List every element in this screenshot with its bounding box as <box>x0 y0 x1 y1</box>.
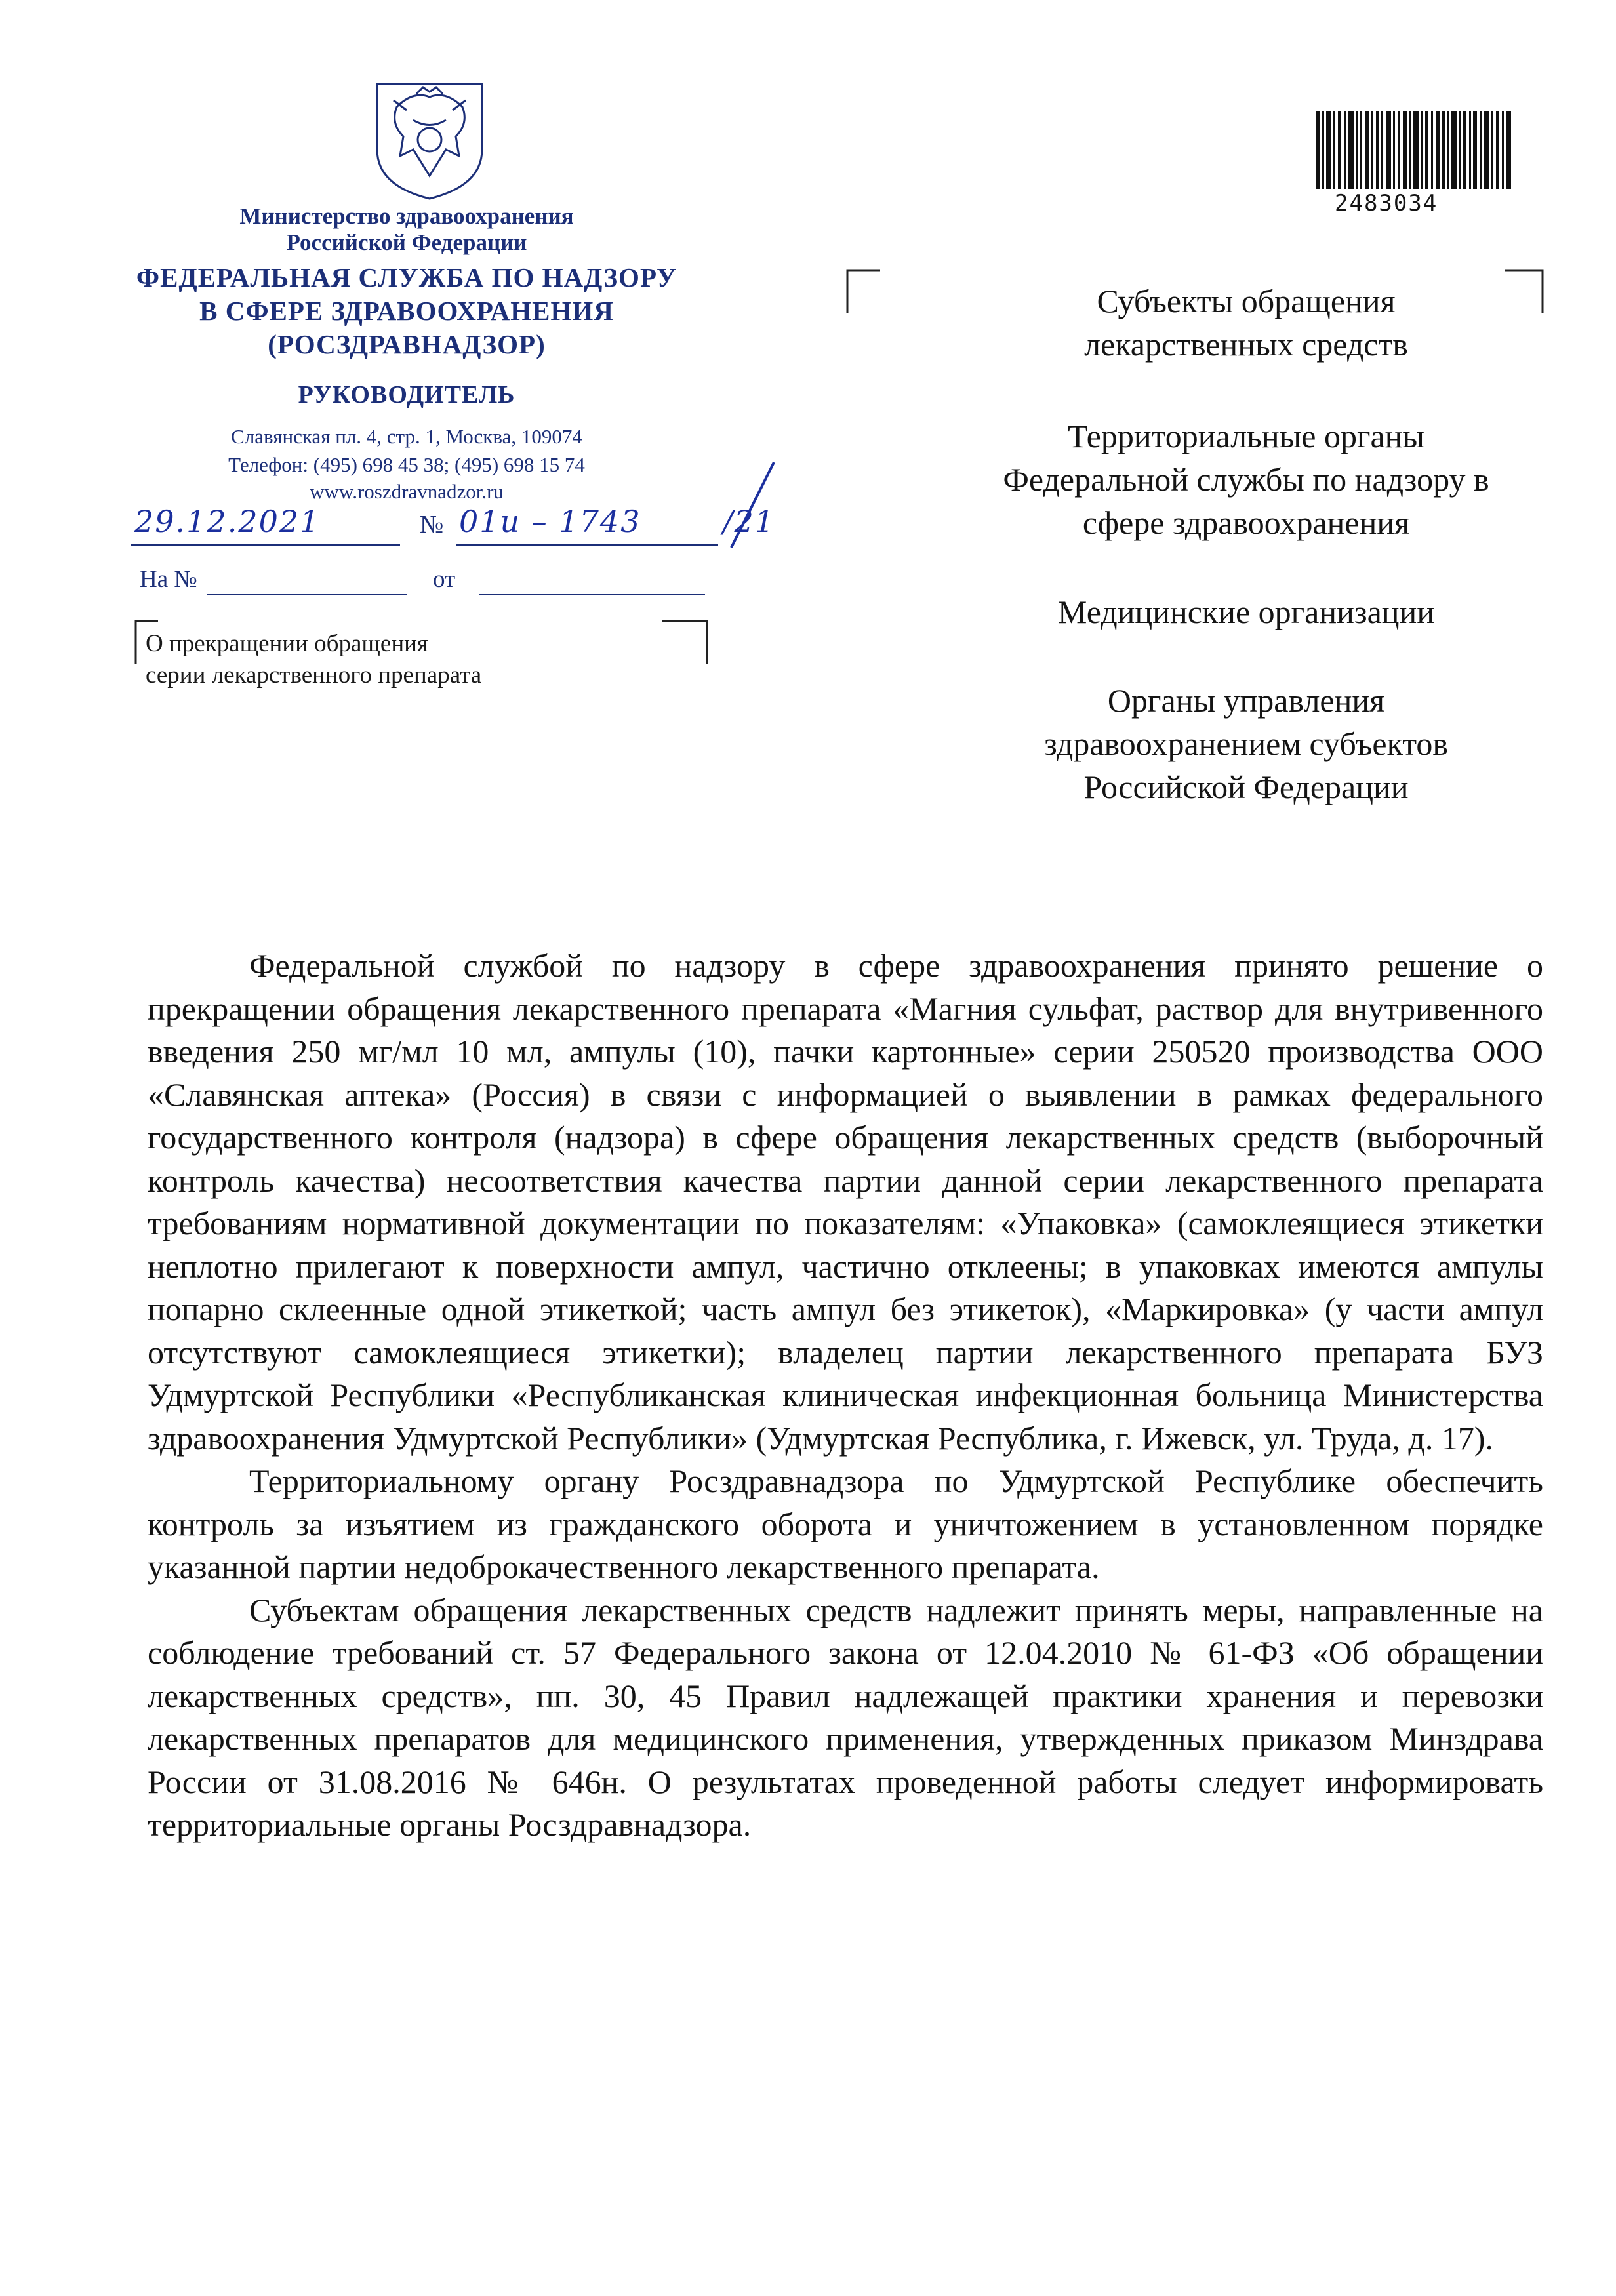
paragraph-subjects: Субъектам обращения лекарственных средств надлежит принять меры, направленные на соблюдение требований ст. 57 Федерального закона от 12.04.2010 № 61-ФЗ «Об обращении лекарственных средств», пп. 30, 45 Правил надлежащей практики хранения и перевозки лекарственных препаратов для медицинского применения, утвержденных приказом Минздрава России от 31.08.2016 № 646н. О результатах проведенной работы следует информировать территориальные органы Росздравнадзора. <box>148 1591 1543 1843</box>
barcode-number: 2483034 <box>1335 190 1438 216</box>
in-reply-label: На № <box>140 566 197 593</box>
registration-suffix: /21 <box>723 504 776 539</box>
recipient-2: Территориальные органы Федеральной службы по надзору в сфере здравоохранения <box>1003 418 1489 541</box>
recipient-4: Органы управления здравоохранением субъектов Российской Федерации <box>1043 682 1449 805</box>
subject: О прекращении обращения серии лекарственного препарата <box>146 630 482 689</box>
position-title: РУКОВОДИТЕЛЬ <box>298 381 515 409</box>
paragraph-decision: Федеральной службой по надзору в сфере здравоохранения принято решение о прекращении обращения лекарственного препарата «Магния сульфат, раствор для внутривенного введения 250 мг/мл 10 мл, ампулы (10), пачки картонные» серии 250520 производства ООО «Славянская аптека» (Россия) в связи с информацией о выявлении в рамках федерального государственного контроля (надзора) в сфере обращения лекарственных средств (выборочный контроль качества) несоответствия качества партии данной серии лекарственного препарата требованиям нормативной документации по показателям: «Упаковка» (самоклеящиеся этикетки неплотно прилегают к поверхности ампул, частично отклеены; в упаковках имеются ампулы попарно склеенные одной этикеткой; часть ампул без этикеток), «Маркировка» (у части ампул отсутствуют самоклеящиеся этикетки); владелец партии лекарственного препарата БУЗ Удмуртской Республики «Республиканская клиническая инфекционная больница Министерства здравоохранения Удмуртской Республики» (Удмуртская Республика, г. Ижевск, ул. Труда, д. 17). <box>148 947 1543 1457</box>
recipient-3: Медицинские организации <box>1057 594 1435 630</box>
from-label: от <box>433 566 456 593</box>
registration-date: 29.12.2021 <box>134 504 321 539</box>
coat-of-arms-icon <box>367 71 492 202</box>
in-reply-field <box>207 594 407 595</box>
paragraph-territorial: Территориальному органу Росздравнадзора по Удмуртской Республике обеспечить контроль за изъятием из гражданского оборота и уничтожением в установленном порядке указанной партии недоброкачественного лекарственного препарата. <box>148 1462 1543 1585</box>
date-underline <box>131 544 400 546</box>
barcode-icon <box>1316 111 1512 190</box>
registration-number: 01и – 1743 <box>459 504 641 539</box>
number-underline <box>456 544 718 546</box>
letter-body <box>148 944 1543 1847</box>
ministry-name: Министерство здравоохранения Российской Федерации <box>239 203 574 255</box>
website: www.roszdravnadzor.ru <box>310 480 504 503</box>
phone: Телефон: (495) 698 45 38; (495) 698 15 74 <box>228 453 585 476</box>
recipient-1: Субъекты обращения лекарственных средств <box>1084 283 1408 363</box>
service-name: ФЕДЕРАЛЬНАЯ СЛУЖБА ПО НАДЗОРУ В СФЕРЕ ЗДРАВООХРАНЕНИЯ (РОСЗДРАВНАДЗОР) <box>136 262 677 359</box>
registration-number-label: № <box>420 511 444 538</box>
from-field <box>479 594 705 595</box>
address: Славянская пл. 4, стр. 1, Москва, 109074 <box>231 425 582 448</box>
